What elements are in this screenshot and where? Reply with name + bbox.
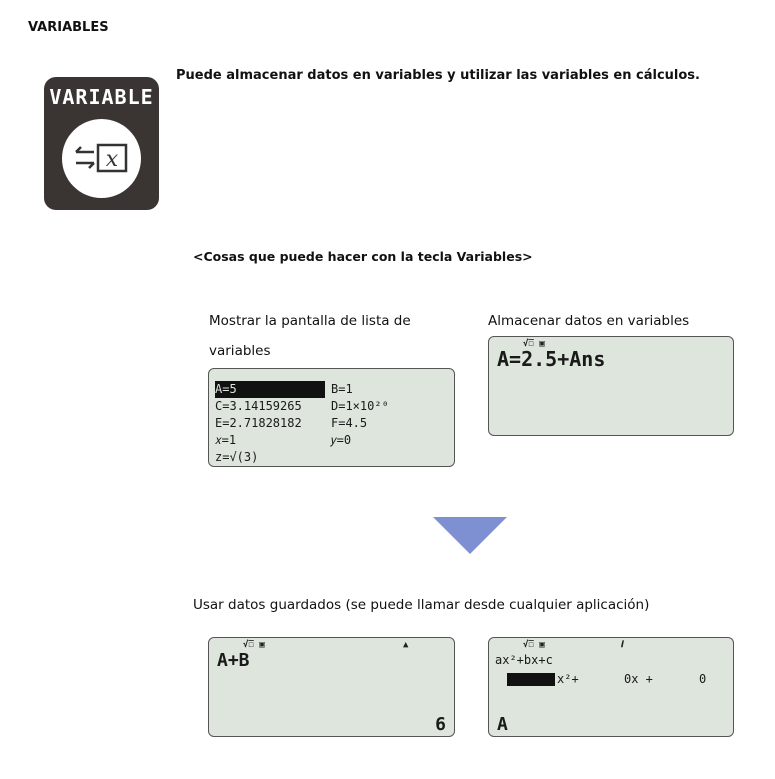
info-icon: 𝒊 bbox=[621, 640, 624, 650]
list-caption-line2: variables bbox=[209, 343, 271, 359]
variable-symbol-icon bbox=[62, 119, 141, 198]
store-caption: Almacenar datos en variables bbox=[488, 313, 690, 329]
equation-term: 0 bbox=[699, 672, 707, 686]
equation-term: x²+ bbox=[557, 672, 579, 686]
svg-text:x: x bbox=[105, 147, 119, 172]
list-row-right: D=1×10²⁰ bbox=[331, 399, 389, 413]
equation-term: 0x + bbox=[624, 672, 653, 686]
calculation-screen bbox=[208, 637, 455, 737]
calc-expression: A+B bbox=[217, 650, 250, 671]
store-variable-screen bbox=[488, 336, 734, 436]
usage-caption: Usar datos guardados (se puede llamar desde cualquier aplicación) bbox=[193, 597, 650, 613]
list-caption bbox=[209, 306, 411, 366]
list-row-left: 𝑥=1 bbox=[215, 433, 237, 447]
list-row-left: E=2.71828182 bbox=[215, 416, 302, 430]
equation-formula: ax²+bx+c bbox=[495, 653, 553, 667]
section-title: VARIABLES bbox=[28, 20, 109, 35]
list-caption-line1: Mostrar la pantalla de lista de bbox=[209, 313, 411, 329]
equation-screen bbox=[488, 637, 734, 737]
list-row-left: z=√(3) bbox=[215, 450, 259, 464]
intro-text: Puede almacenar datos en variables y utilizar las variables en cálculos. bbox=[176, 68, 700, 83]
status-indicators-icon: √̅☐ ▣ bbox=[243, 640, 265, 650]
list-row-right: F=4.5 bbox=[331, 416, 368, 430]
list-row-right: 𝑦=0 bbox=[331, 433, 352, 447]
subheading: <Cosas que puede hacer con la tecla Variables> bbox=[193, 249, 533, 264]
status-indicators-icon: √̅☐ ▣ bbox=[523, 640, 545, 650]
list-row-left: A=5 bbox=[215, 381, 325, 398]
variable-key-label: VARIABLE bbox=[49, 85, 154, 109]
input-cursor-block bbox=[507, 673, 555, 686]
variable-list-screen bbox=[208, 368, 455, 467]
calc-result: 6 bbox=[435, 714, 446, 735]
list-row-left: C=3.14159265 bbox=[215, 399, 302, 413]
down-arrow-icon bbox=[433, 517, 507, 554]
variable-key-icon bbox=[44, 77, 159, 210]
up-arrow-icon: ▲ bbox=[403, 640, 409, 650]
list-row-right: B=1 bbox=[331, 382, 353, 396]
status-indicators-icon: √̅☐ ▣ bbox=[523, 339, 545, 349]
store-expression: A=2.5+Ans bbox=[497, 347, 606, 371]
equation-input: A bbox=[497, 714, 508, 735]
